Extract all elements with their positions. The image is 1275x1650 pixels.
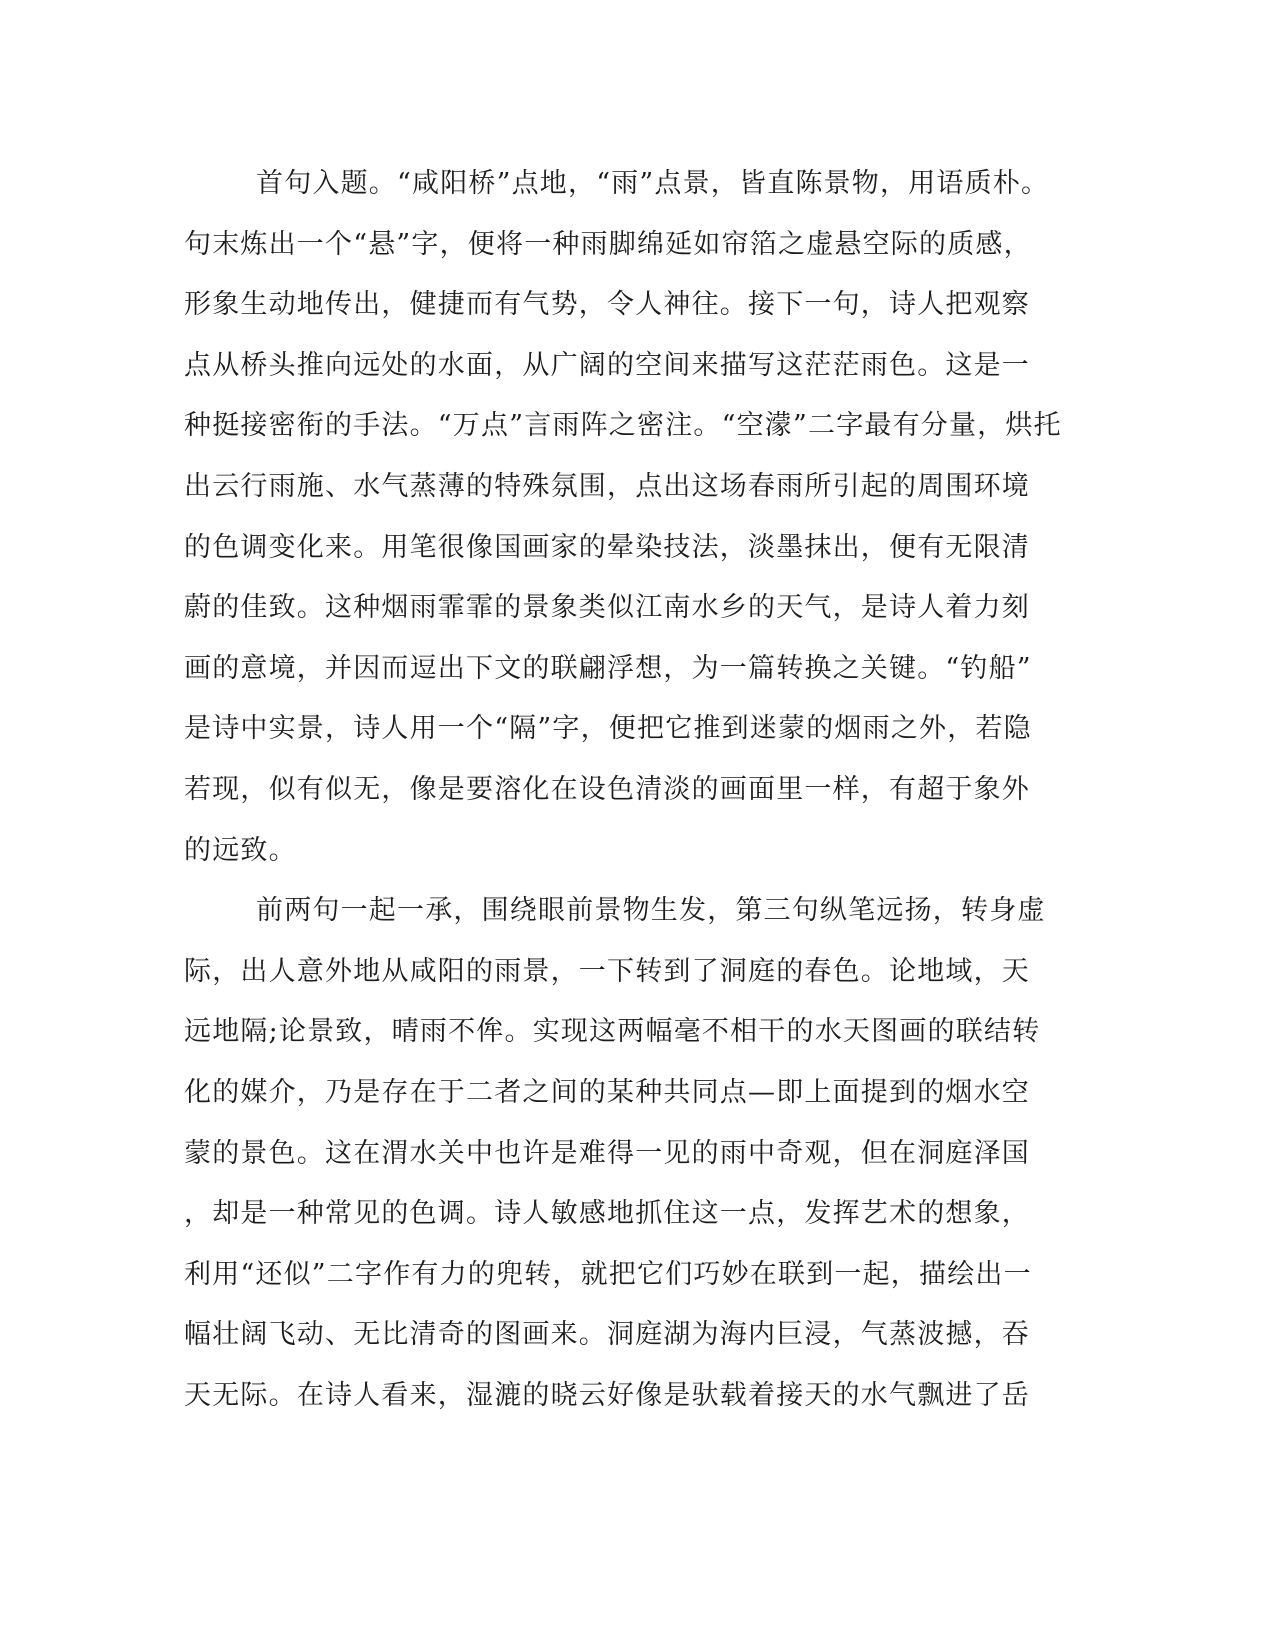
paragraph-1-line-9: 画的意境，并因而逗出下文的联翩浮想，为一篇转换之关键。“钓船” (184, 652, 1032, 684)
paragraph-2-line-8: 幅壮阔飞动、无比清奇的图画来。洞庭湖为海内巨浸，气蒸波撼，吞 (184, 1319, 1030, 1351)
paragraph-2-line-9: 天无际。在诗人看来，湿漉的晓云好像是驮载着接天的水气飘进了岳 (184, 1379, 1030, 1411)
paragraph-1-line-4: 点从桥头推向远处的水面，从广阔的空间来描写这茫茫雨色。这是一 (184, 349, 1030, 381)
paragraph-1-line-3: 形象生动地传出，健捷而有气势，令人神往。接下一句，诗人把观察 (184, 289, 1030, 321)
paragraph-1-line-1: 首句入题。“咸阳桥”点地，“雨”点景，皆直陈景物，用语质朴。 (256, 168, 1050, 199)
paragraph-2-line-6: ，却是一种常见的色调。诗人敏感地抓住这一点，发挥艺术的想象， (184, 1198, 1030, 1230)
paragraph-1-line-11: 若现，似有似无，像是要溶化在设色清淡的画面里一样，有超于象外 (184, 773, 1030, 805)
body-text (184, 154, 1084, 1426)
paragraph-2-line-2: 际，出人意外地从咸阳的雨景，一下转到了洞庭的春色。论地域，天 (184, 955, 1030, 987)
paragraph-1-line-5: 种挺接密衔的手法。“万点”言雨阵之密注。“空濛”二字最有分量，烘托 (184, 410, 1062, 442)
paragraph-2-line-5: 蒙的景色。这在渭水关中也许是难得一见的雨中奇观，但在洞庭泽国 (184, 1137, 1030, 1169)
paragraph-1-line-10: 是诗中实景，诗人用一个“隔”字，便把它推到迷蒙的烟雨之外，若隐 (184, 713, 1032, 745)
paragraph-2-line-7: 利用“还似”二字作有力的兜转，就把它们巧妙在联到一起，描绘出一 (184, 1258, 1032, 1290)
paragraph-1-line-12: 的远致。 (184, 834, 297, 866)
paragraph-2-line-1: 前两句一起一承，围绕眼前景物生发，第三句纵笔远扬，转身虚 (256, 895, 1046, 927)
paragraph-2-line-4: 化的媒介，乃是存在于二者之间的某种共同点—即上面提到的烟水空 (184, 1076, 1030, 1108)
paragraph-1-line-6: 出云行雨施、水气蒸薄的特殊氛围，点出这场春雨所引起的周围环境 (184, 470, 1030, 502)
paragraph-1-line-2: 句末炼出一个“悬”字，便将一种雨脚绵延如帘箔之虚悬空际的质感， (184, 228, 1032, 260)
paragraph-2-line-3: 远地隔;论景致，晴雨不侔。实现这两幅毫不相干的水天图画的联结转 (184, 1016, 1041, 1048)
paragraph-1-line-8: 蔚的佳致。这种烟雨霏霏的景象类似江南水乡的天气，是诗人着力刻 (184, 592, 1030, 624)
paragraph-1-line-7: 的色调变化来。用笔很像国画家的晕染技法，淡墨抹出，便有无限清 (184, 531, 1030, 563)
